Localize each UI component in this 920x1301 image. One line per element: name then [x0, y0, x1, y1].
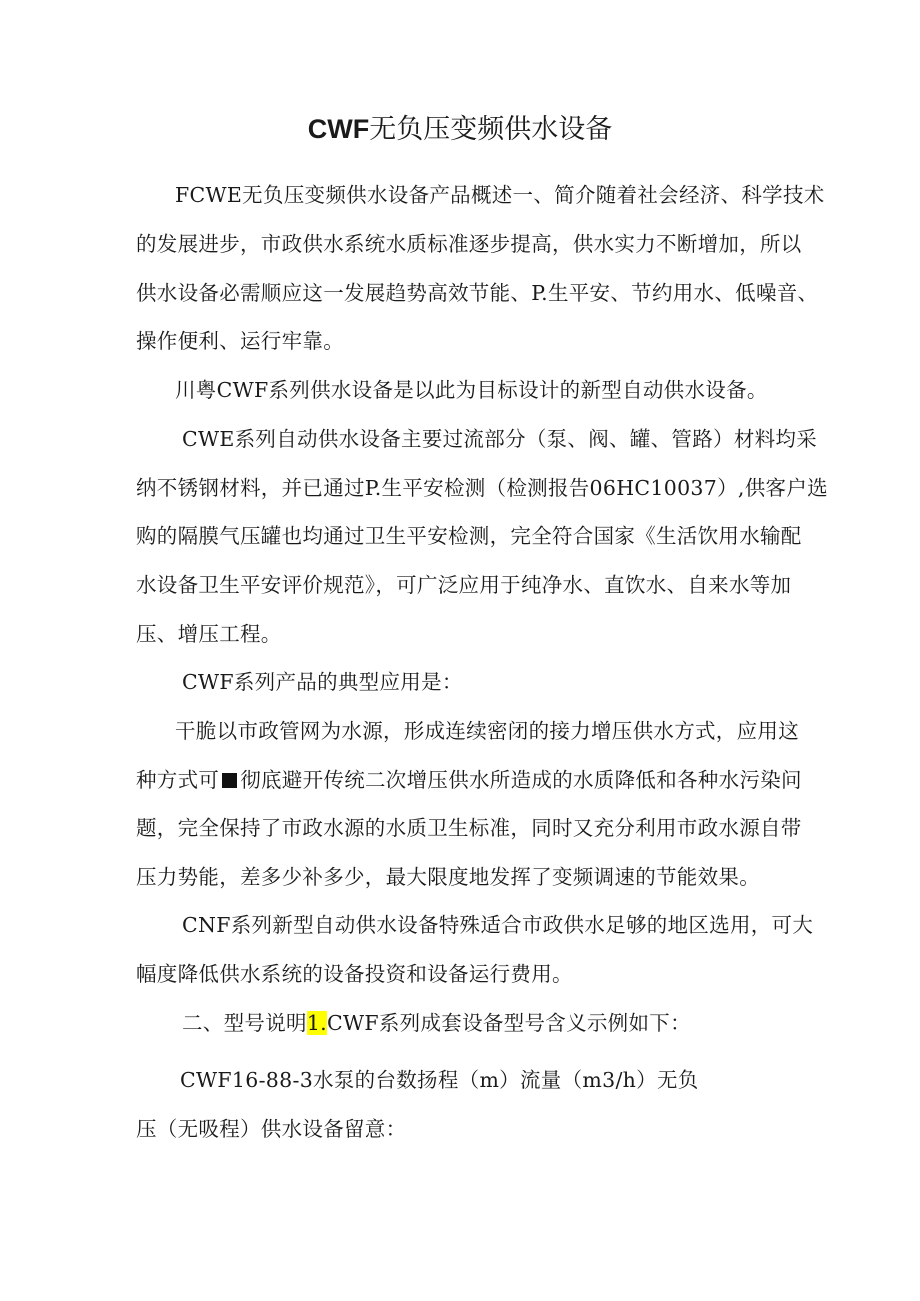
section-heading-line — [182, 1008, 691, 1038]
paragraph-line: 题，完全保持了市政水源的水质卫生标准，同时又充分利用市政水源自带 — [136, 816, 802, 840]
line-prefix: 种方式可 — [136, 768, 220, 792]
paragraph-line: 水设备卫生平安评价规范》，可广泛应用于纯净水、直饮水、自来水等加 — [136, 573, 792, 597]
document-title — [0, 112, 920, 147]
paragraph-line: CWE系列自动供水设备主要过流部分（泵、阀、罐、管路）材料均采 — [182, 427, 818, 451]
paragraph-line: 的发展进步，市政供水系统水质标准逐步提高，供水实力不断增加，所以 — [136, 232, 802, 256]
paragraph-line: 幅度降低供水系统的设备投资和设备运行费用。 — [136, 962, 573, 986]
black-square-glyph — [222, 773, 237, 788]
highlighted-number: 1. — [306, 1011, 327, 1035]
paragraph-line: CNF系列新型自动供水设备特殊适合市政供水足够的地区选用，可大 — [182, 913, 814, 937]
paragraph-line: 川粤CWF系列供水设备是以此为目标设计的新型自动供水设备。 — [175, 378, 768, 402]
section-heading-rest: CWF系列成套设备型号含义示例如下： — [326, 1011, 691, 1035]
title-chinese-part: 无负压变频供水设备 — [369, 114, 613, 145]
paragraph-line — [136, 765, 802, 795]
line-rest: 彻底避开传统二次增压供水所造成的水质降低和各种水污染问 — [240, 768, 802, 792]
section-heading: 二、型号说明 — [182, 1011, 307, 1035]
paragraph-line: 纳不锈钢材料，并已通过P.生平安检测（检测报告06HC10037）,供客户选 — [136, 476, 828, 500]
title-latin-part: CWF — [307, 114, 370, 144]
paragraph-line: 操作便利、运行牢靠。 — [136, 329, 344, 353]
paragraph-line: FCWE无负压变频供水设备产品概述一、简介随着社会经济、科学技术 — [175, 183, 825, 207]
paragraph-line: 购的隔膜气压罐也均通过卫生平安检测，完全符合国家《生活饮用水输配 — [136, 524, 802, 548]
paragraph-line: 压（无吸程）供水设备留意： — [136, 1117, 407, 1141]
paragraph-line: 压、增压工程。 — [136, 622, 282, 646]
paragraph-line: CWF16-88-3水泵的台数扬程（m）流量（m3/h）无负 — [180, 1068, 699, 1092]
paragraph-line: 供水设备必需顺应这一发展趋势高效节能、P.生平安、节约用水、低噪音、 — [136, 281, 819, 305]
paragraph-line: CWF系列产品的典型应用是： — [182, 670, 463, 694]
paragraph-line: 压力势能，差多少补多少，最大限度地发挥了变频调速的节能效果。 — [136, 865, 760, 889]
paragraph-line: 干脆以市政管网为水源，形成连续密闭的接力增压供水方式，应用这 — [175, 719, 799, 743]
